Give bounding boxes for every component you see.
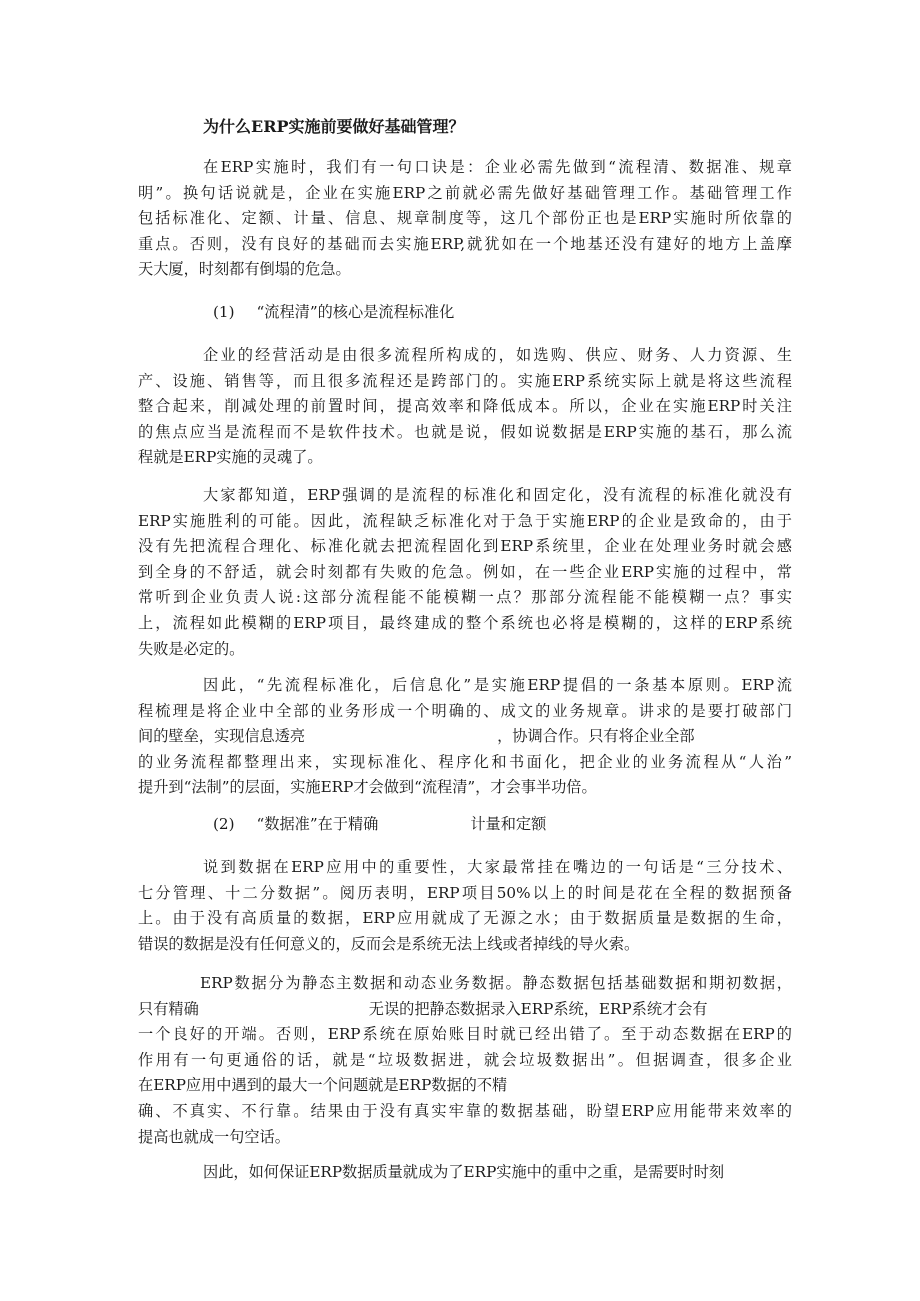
text-line: 因此，如何保证ERP数据质量就成为了ERP实施中的重中之重，是需要时时刻 bbox=[203, 1163, 725, 1181]
document-title: 为什么ERP实施前要做好基础管理？ bbox=[203, 117, 465, 136]
paragraph-data-types bbox=[138, 971, 792, 1150]
section-heading-text: 计量和定额 bbox=[470, 815, 547, 833]
text-line: 的业务流程都整理出来，实现标准化、程序化和书面化，把企业的业务流程从“人治” bbox=[138, 752, 792, 771]
text-line: 七分管理、十二分数据”。阅历表明，ERP项目50%以上的时间是花在全程的数据预备 bbox=[138, 883, 792, 902]
text-line: 常听到企业负责人说:这部分流程能不能模糊一点？那部分流程能不能模糊一点？事实 bbox=[138, 588, 792, 607]
text-fragment: 间的壁垒，实现信息透亮 bbox=[138, 727, 306, 746]
text-fragment: 只有精确 bbox=[138, 999, 199, 1018]
text-line: 一个良好的开端。否则，ERP系统在原始账目时就已经出错了。至于动态数据在ERP的 bbox=[138, 1025, 792, 1044]
text-line: 在ERP实施时，我们有一句口诀是：企业必需先做到“流程清、数据准、规章 bbox=[203, 158, 792, 176]
text-line: 作用有一句更通俗的话，就是“垃圾数据进，就会垃圾数据出”。但据调查，很多企业 bbox=[138, 1050, 792, 1069]
text-line: 明”。换句话说就是，企业在实施ERP之前就必需先做好基础管理工作。基础管理工作 bbox=[138, 183, 792, 202]
paragraph-process bbox=[138, 343, 792, 471]
text-line: 提升到“法制”的层面，实施ERP才会做到“流程清”，才会事半功倍。 bbox=[138, 778, 597, 797]
text-line: 天大厦，时刻都有倒塌的危急。 bbox=[138, 260, 351, 279]
text-line: 确、不真实、不行靠。结果由于没有真实牢靠的数据基础，盼望ERP应用能带来效率的 bbox=[138, 1101, 792, 1120]
paragraph-standardization bbox=[138, 483, 792, 662]
text-fragment: 无误的把静态数据录入ERP系统，ERP系统才会有 bbox=[368, 999, 708, 1018]
text-line: 产、设施、销售等，而且很多流程还是跨部门的。实施ERP系统实际上就是将这些流程 bbox=[138, 371, 792, 390]
text-line: 包括标准化、定额、计量、信息、规章制度等，这几个部份正也是ERP实施时所依靠的 bbox=[138, 209, 792, 228]
text-fragment: ，协调合作。只有将企业全部 bbox=[497, 727, 695, 746]
section-heading-text: “流程清”的核心是流程标准化 bbox=[256, 303, 455, 321]
text-line: 没有先把流程合理化、标准化就去把流程固化到ERP系统里，企业在处理业务时就会感 bbox=[138, 537, 792, 556]
text-line: 大家都知道，ERP强调的是流程的标准化和固定化，没有流程的标准化就没有 bbox=[203, 486, 792, 504]
text-line: 错误的数据是没有任何意义的，反而会是系统无法上线或者掉线的导火索。 bbox=[138, 934, 640, 953]
text-line: 的焦点应当是流程而不是软件技术。也就是说，假如说数据是ERP实施的基石，那么流 bbox=[138, 422, 792, 441]
text-line: 失败是必定的。 bbox=[138, 639, 245, 658]
text-line: 重点。否则，没有良好的基础而去实施ERP,就犹如在一个地基还没有建好的地方上盖摩 bbox=[138, 234, 792, 253]
text-line: ERP实施胜利的可能。因此，流程缺乏标准化对于急于实施ERP的企业是致命的，由于 bbox=[138, 511, 792, 530]
text-line: 提高也就成一句空话。 bbox=[138, 1127, 290, 1146]
section-heading-1 bbox=[213, 301, 454, 322]
paragraph-intro bbox=[138, 155, 792, 283]
text-line bbox=[138, 997, 792, 1023]
text-line: 说到数据在ERP应用中的重要性，大家最常挂在嘴边的一句话是“三分技术、 bbox=[203, 858, 792, 876]
text-line: 到全身的不舒适，就会时刻都有失败的危急。例如，在一些企业ERP实施的过程中，常 bbox=[138, 562, 792, 581]
section-number: (2) bbox=[213, 815, 235, 833]
text-line: ERP数据分为静态主数据和动态业务数据。静态数据包括基础数据和期初数据， bbox=[200, 974, 792, 992]
text-line: 上，流程如此模糊的ERP项目，最终建成的整个系统也必将是模糊的，这样的ERP系统 bbox=[138, 613, 792, 632]
text-line: 上。由于没有高质量的数据，ERP应用就成了无源之水；由于数据质量是数据的生命， bbox=[138, 909, 792, 928]
paragraph-data-importance bbox=[138, 855, 792, 957]
section-heading-text: “数据准”在于精确 bbox=[256, 815, 379, 833]
text-line: 在ERP应用中遇到的最大一个问题就是ERP数据的不精 bbox=[138, 1076, 508, 1095]
paragraph-principle bbox=[138, 673, 792, 801]
section-heading-2 bbox=[213, 813, 546, 834]
text-line: 企业的经营活动是由很多流程所构成的，如选购、供应、财务、人力资源、生 bbox=[203, 346, 792, 364]
text-line: 程梳理是将企业中全部的业务形成一个明确的、成文的业务规章。讲求的是要打破部门 bbox=[138, 701, 792, 720]
section-number: (1) bbox=[213, 303, 235, 321]
text-line: 程就是ERP实施的灵魂了。 bbox=[138, 448, 323, 467]
text-line: 整合起来，削减处理的前置时间，提高效率和降低成本。所以，企业在实施ERP时关注 bbox=[138, 397, 792, 416]
paragraph-data-quality bbox=[138, 1160, 792, 1186]
text-line: 因此，“先流程标准化，后信息化”是实施ERP提倡的一条基本原则。ERP流 bbox=[203, 676, 792, 694]
text-line bbox=[138, 724, 792, 750]
